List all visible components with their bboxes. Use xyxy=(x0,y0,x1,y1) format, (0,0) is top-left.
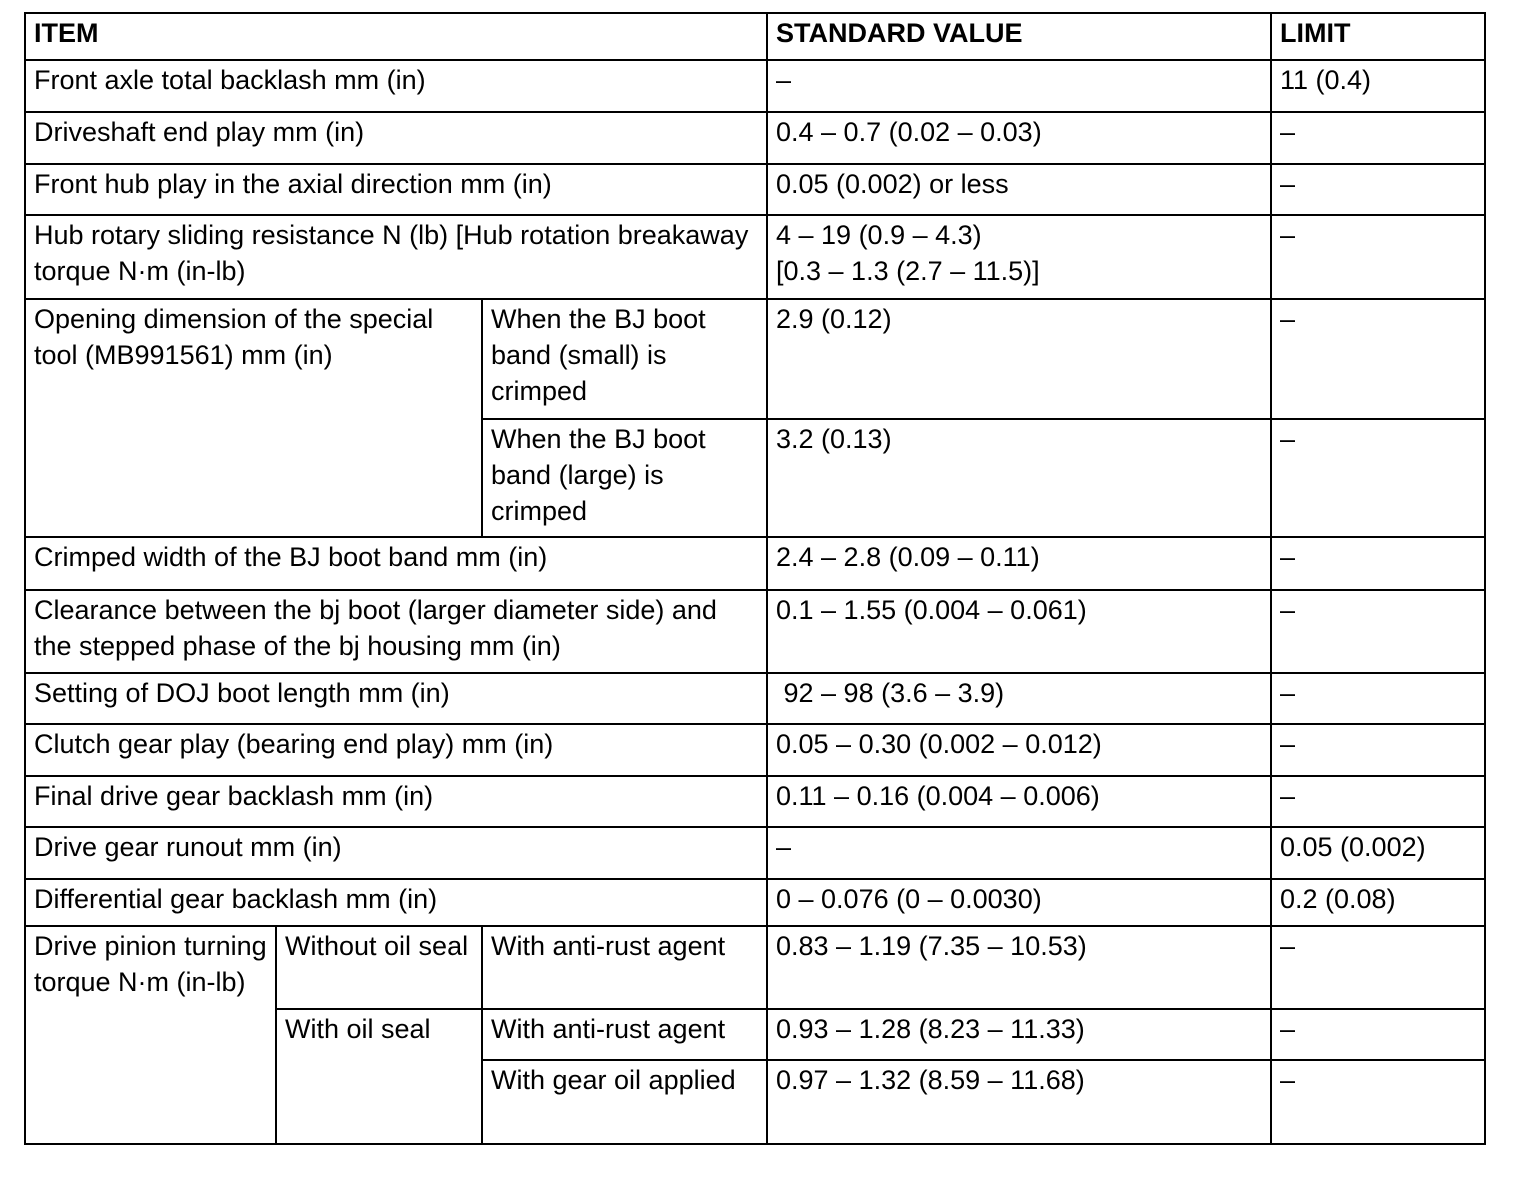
standard-value-cell: 0 – 0.076 (0 – 0.0030) xyxy=(767,879,1271,926)
item-cell: Clutch gear play (bearing end play) mm (in) xyxy=(25,724,767,776)
standard-value-cell: 0.05 – 0.30 (0.002 – 0.012) xyxy=(767,724,1271,776)
condition-cell: With anti-rust agent xyxy=(482,1009,767,1060)
item-cell: Differential gear backlash mm (in) xyxy=(25,879,767,926)
item-cell: Driveshaft end play mm (in) xyxy=(25,112,767,164)
standard-value-cell: 0.97 – 1.32 (8.59 – 11.68) xyxy=(767,1060,1271,1144)
seal-cell: Without oil seal xyxy=(276,926,482,1009)
table-row xyxy=(25,926,1485,1009)
header-item: ITEM xyxy=(25,13,767,60)
table-row xyxy=(25,776,1485,827)
standard-value-cell: 2.9 (0.12) xyxy=(767,299,1271,419)
standard-value-cell: – xyxy=(767,827,1271,879)
item-cell: Front axle total backlash mm (in) xyxy=(25,60,767,112)
standard-value-cell: 0.93 – 1.28 (8.23 – 11.33) xyxy=(767,1009,1271,1060)
limit-cell: – xyxy=(1271,724,1485,776)
standard-value-cell xyxy=(767,215,1271,299)
table-row xyxy=(25,112,1485,164)
table-row xyxy=(25,827,1485,879)
table-row xyxy=(25,673,1485,724)
limit-cell: – xyxy=(1271,164,1485,215)
standard-value-cell: 0.1 – 1.55 (0.004 – 0.061) xyxy=(767,590,1271,673)
item-cell: Clearance between the bj boot (larger diameter side) and the stepped phase of the bj housing mm (in) xyxy=(25,590,767,673)
header-standard-value: STANDARD VALUE xyxy=(767,13,1271,60)
item-cell: Crimped width of the BJ boot band mm (in) xyxy=(25,537,767,590)
limit-cell: – xyxy=(1271,590,1485,673)
table-row xyxy=(25,537,1485,590)
limit-cell: – xyxy=(1271,537,1485,590)
standard-value-cell: 2.4 – 2.8 (0.09 – 0.11) xyxy=(767,537,1271,590)
limit-cell: – xyxy=(1271,1009,1485,1060)
item-cell: Hub rotary sliding resistance N (lb) [Hub rotation breakaway torque N·m (in-lb) xyxy=(25,215,767,299)
header-limit: LIMIT xyxy=(1271,13,1485,60)
standard-value-cell: 0.83 – 1.19 (7.35 – 10.53) xyxy=(767,926,1271,1009)
item-cell: Front hub play in the axial direction mm (in) xyxy=(25,164,767,215)
standard-value-cell: 92 – 98 (3.6 – 3.9) xyxy=(767,673,1271,724)
header-row xyxy=(25,13,1485,60)
table-row xyxy=(25,590,1485,673)
limit-cell: 0.05 (0.002) xyxy=(1271,827,1485,879)
table-row xyxy=(25,299,1485,419)
item-cell: Drive pinion turning torque N·m (in-lb) xyxy=(25,926,276,1144)
standard-value-line: 4 – 19 (0.9 – 4.3) xyxy=(776,220,982,250)
table-row xyxy=(25,879,1485,926)
limit-cell: 0.2 (0.08) xyxy=(1271,879,1485,926)
limit-cell: – xyxy=(1271,673,1485,724)
condition-cell: When the BJ boot band (large) is crimped xyxy=(482,419,767,537)
table-row xyxy=(25,724,1485,776)
limit-cell: – xyxy=(1271,112,1485,164)
limit-cell: – xyxy=(1271,1060,1485,1144)
condition-cell: With anti-rust agent xyxy=(482,926,767,1009)
condition-cell: When the BJ boot band (small) is crimped xyxy=(482,299,767,419)
standard-value-cell: 0.05 (0.002) or less xyxy=(767,164,1271,215)
table-row xyxy=(25,164,1485,215)
condition-cell: With gear oil applied xyxy=(482,1060,767,1144)
table-row xyxy=(25,215,1485,299)
limit-cell: – xyxy=(1271,419,1485,537)
standard-value-cell: 0.4 – 0.7 (0.02 – 0.03) xyxy=(767,112,1271,164)
standard-value-cell: 3.2 (0.13) xyxy=(767,419,1271,537)
limit-cell: – xyxy=(1271,215,1485,299)
limit-cell: – xyxy=(1271,299,1485,419)
table-row xyxy=(25,60,1485,112)
item-cell: Opening dimension of the special tool (MB991561) mm (in) xyxy=(25,299,482,537)
limit-cell: 11 (0.4) xyxy=(1271,60,1485,112)
seal-cell: With oil seal xyxy=(276,1009,482,1144)
item-cell: Drive gear runout mm (in) xyxy=(25,827,767,879)
limit-cell: – xyxy=(1271,926,1485,1009)
limit-cell: – xyxy=(1271,776,1485,827)
standard-value-cell: 0.11 – 0.16 (0.004 – 0.006) xyxy=(767,776,1271,827)
standard-value-cell: – xyxy=(767,60,1271,112)
standard-value-line: [0.3 – 1.3 (2.7 – 11.5)] xyxy=(776,256,1040,286)
specifications-table xyxy=(24,12,1486,1145)
item-cell: Setting of DOJ boot length mm (in) xyxy=(25,673,767,724)
item-cell: Final drive gear backlash mm (in) xyxy=(25,776,767,827)
